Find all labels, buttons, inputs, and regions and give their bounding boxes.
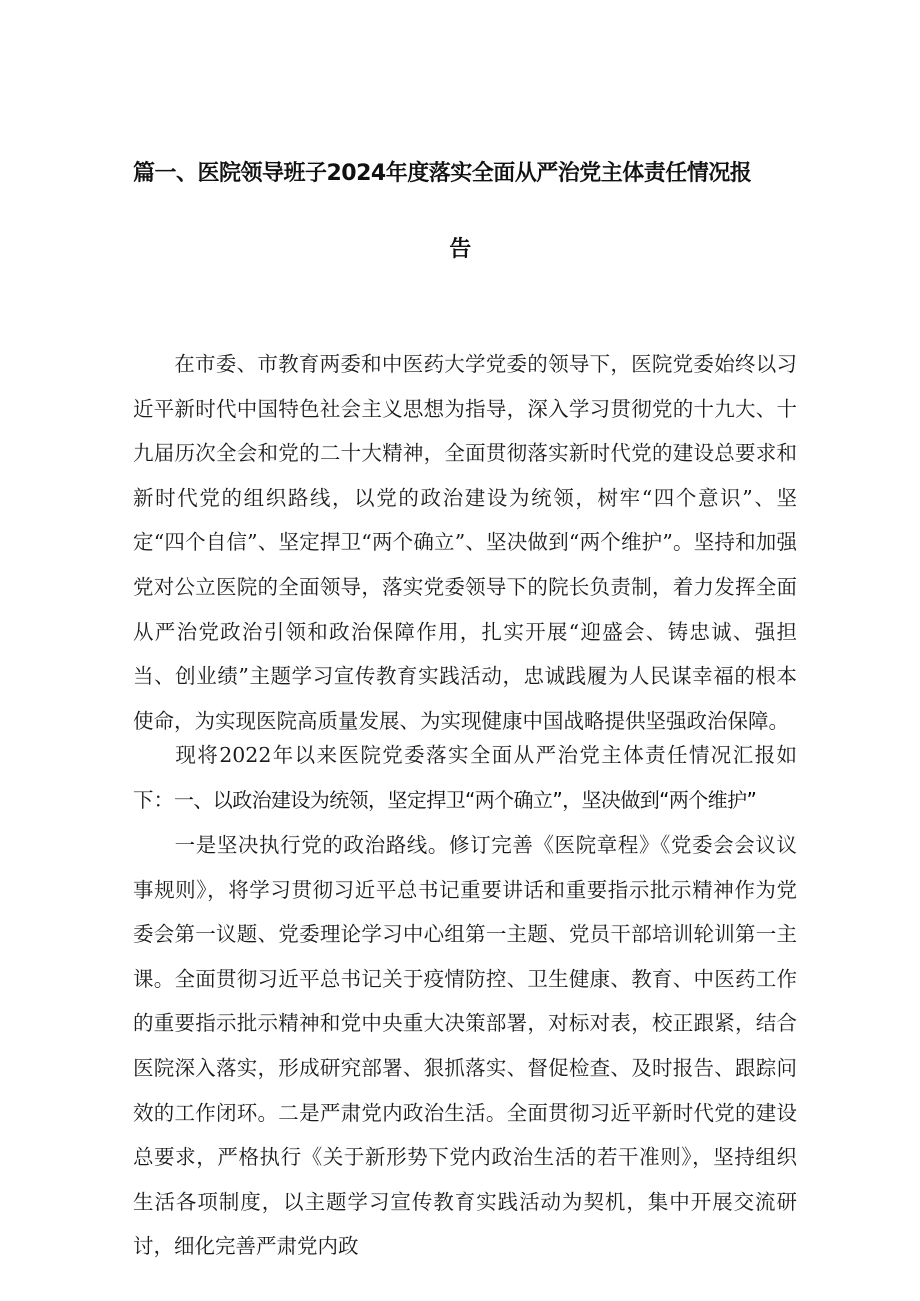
document-title-line-2: 告 [449,237,471,262]
paragraph-section-1-text: 一是坚决执行党的政治路线。修订完善《医院章程》《党委会会议议事规则》，将学习贯彻习近平总书记重要讲话和重要指示批示精神作为党委会第一议题、党委理论学习中心组第一主题、党员干部培训轮训第一主课。全面贯彻习近平总书记关于疫情防控、卫生健康、教育、中医药工作的重要指示批示精神和党中央重大决策部署，对标对表，校正跟紧，结合医院深入落实，形成研究部署、狠抓落实、督促检查、及时报告、跟踪问效的工作闭环。二是严肃党内政治生活。全面贯彻习近平新时代党的建设总要求，严格执行《关于新形势下党内政治生活的若干准则》，坚持组织生活各项制度，以主题学习宣传教育实践活动为契机，集中开展交流研讨，细化完善严肃党内政 [133,833,797,1259]
paragraph-report-lead-text: 现将2022年以来医院党委落实全面从严治党主体责任情况汇报如下： [133,743,797,812]
paragraph-intro-text: 在市委、市教育两委和中医药大学党委的领导下，医院党委始终以习近平新时代中国特色社会主义思想为指导，深入学习贯彻党的十九大、十九届历次全会和党的二十大精神，全面贯彻落实新时代党的建设总要求和新时代党的组织路线，以党的政治建设为统领，树牢“四个意识”、坚定“四个自信”、坚定捍卫“两个确立”、坚决做到“两个维护”。坚持和加强党对公立医院的全面领导，落实党委领导下的院长负责制，着力发挥全面从严治党政治引领和政治保障作用，扎实开展“迎盛会、铸忠诚、强担当、创业绩”主题学习宣传教育实践活动，忠诚践履为人民谋幸福的根本使命，为实现医院高质量发展、为实现健康中国战略提供坚强政治保障。 [133,352,797,733]
paragraph-intro [133,342,797,743]
section-heading-1: 一、以政治建设为统领，坚定捍卫“两个确立”，坚决做到“两个维护” [174,788,757,812]
document-title-line-1: 篇一、医院领导班子2024年度落实全面从严治党主体责任情况报 [133,161,752,186]
paragraph-section-1 [133,823,797,1269]
